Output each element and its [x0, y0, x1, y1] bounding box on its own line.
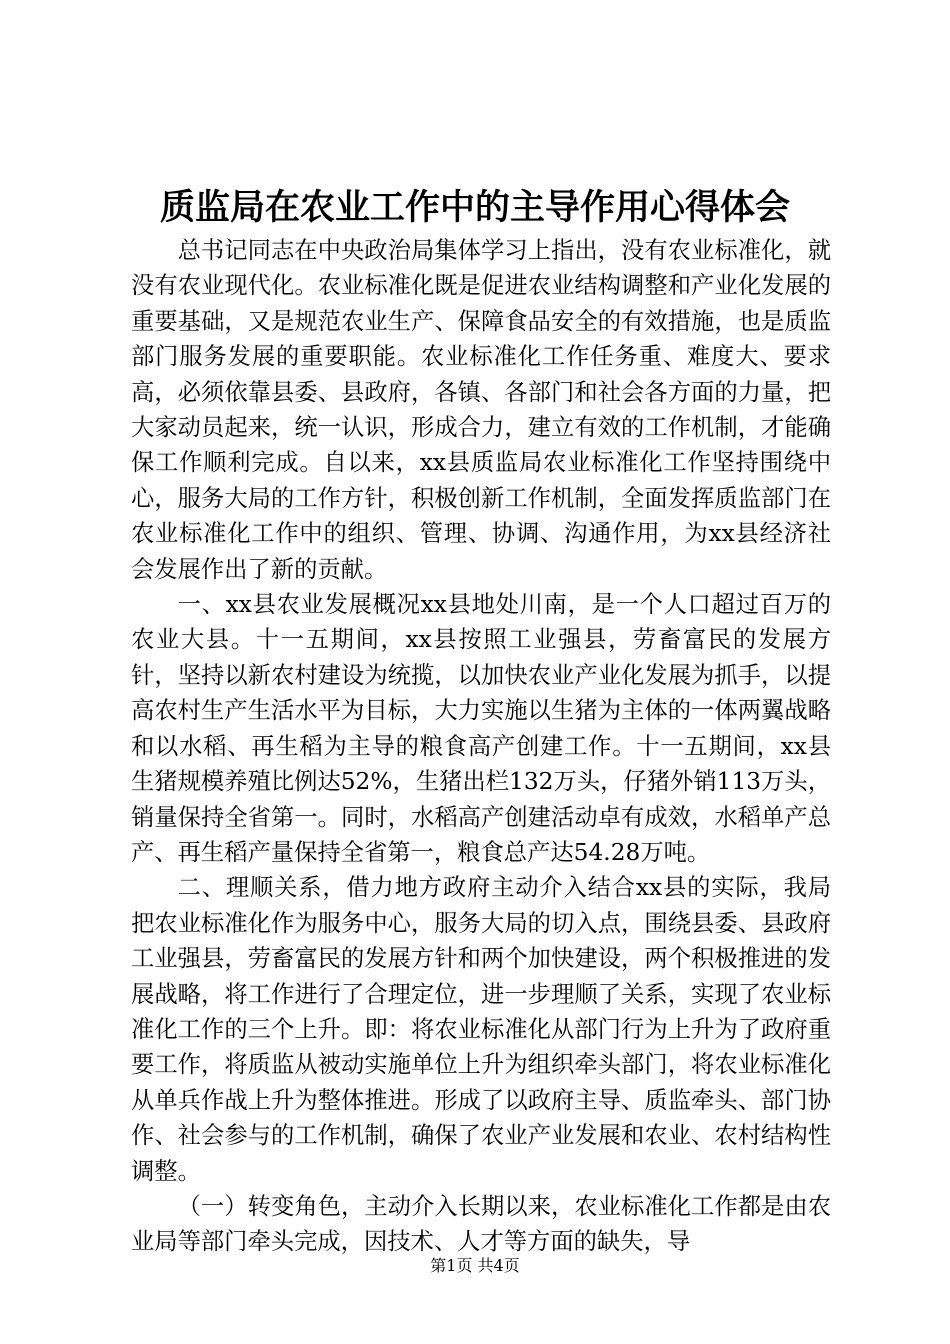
paragraph-section-one: 一、xx县农业发展概况xx县地处川南，是一个人口超过百万的农业大县。十一五期间，xx县按照工业强县，劳畜富民的发展方针，坚持以新农村建设为统揽，以加快农业产业化发展为抓手，以提高农村生产生活水平为目标，大力实施以生猪为主体的一体两翼战略和以水稻、再生稻为主导的粮食高产创建工作。十一五期间，xx县生猪规模养殖比例达52%，生猪出栏132万头，仔猪外销113万头，销量保持全省第一。同时，水稻高产创建活动卓有成效，水稻单产总产、再生稻产量保持全省第一，粮食总产达54.28万吨。 — [131, 591, 831, 866]
document-body — [131, 233, 831, 1260]
document-title: 质监局在农业工作中的主导作用心得体会 — [159, 187, 790, 228]
paragraph-subsection-one: （一）转变角色，主动介入长期以来，农业标准化工作都是由农业局等部门牵头完成，因技术、人才等方面的缺失，导 — [131, 1192, 831, 1256]
paragraph-section-two: 二、理顺关系，借力地方政府主动介入结合xx县的实际，我局把农业标准化作为服务中心，服务大局的切入点，围绕县委、县政府工业强县，劳畜富民的发展方针和两个加快建设，两个积极推进的发展战略，将工作进行了合理定位，进一步理顺了关系，实现了农业标准化工作的三个上升。即：将农业标准化从部门行为上升为了政府重要工作，将质监从被动实施单位上升为组织牵头部门，将农业标准化从单兵作战上升为整体推进。形成了以政府主导、质监牵头、部门协作、社会参与的工作机制，确保了农业产业发展和农业、农村结构性调整。 — [131, 874, 831, 1185]
paragraph-intro: 总书记同志在中央政治局集体学习上指出，没有农业标准化，就没有农业现代化。农业标准化既是促进农业结构调整和产业化发展的重要基础，又是规范农业生产、保障食品安全的有效措施，也是质监部门服务发展的重要职能。农业标准化工作任务重、难度大、要求高，必须依靠县委、县政府，各镇、各部门和社会各方面的力量，把大家动员起来，统一认识，形成合力，建立有效的工作机制，才能确保工作顺利完成。自以来，xx县质监局农业标准化工作坚持围绕中心，服务大局的工作方针，积极创新工作机制，全面发挥质监部门在农业标准化工作中的组织、管理、协调、沟通作用，为xx县经济社会发展作出了新的贡献。 — [131, 237, 831, 583]
page-number-footer: 第1页 共4页 — [430, 1256, 520, 1275]
